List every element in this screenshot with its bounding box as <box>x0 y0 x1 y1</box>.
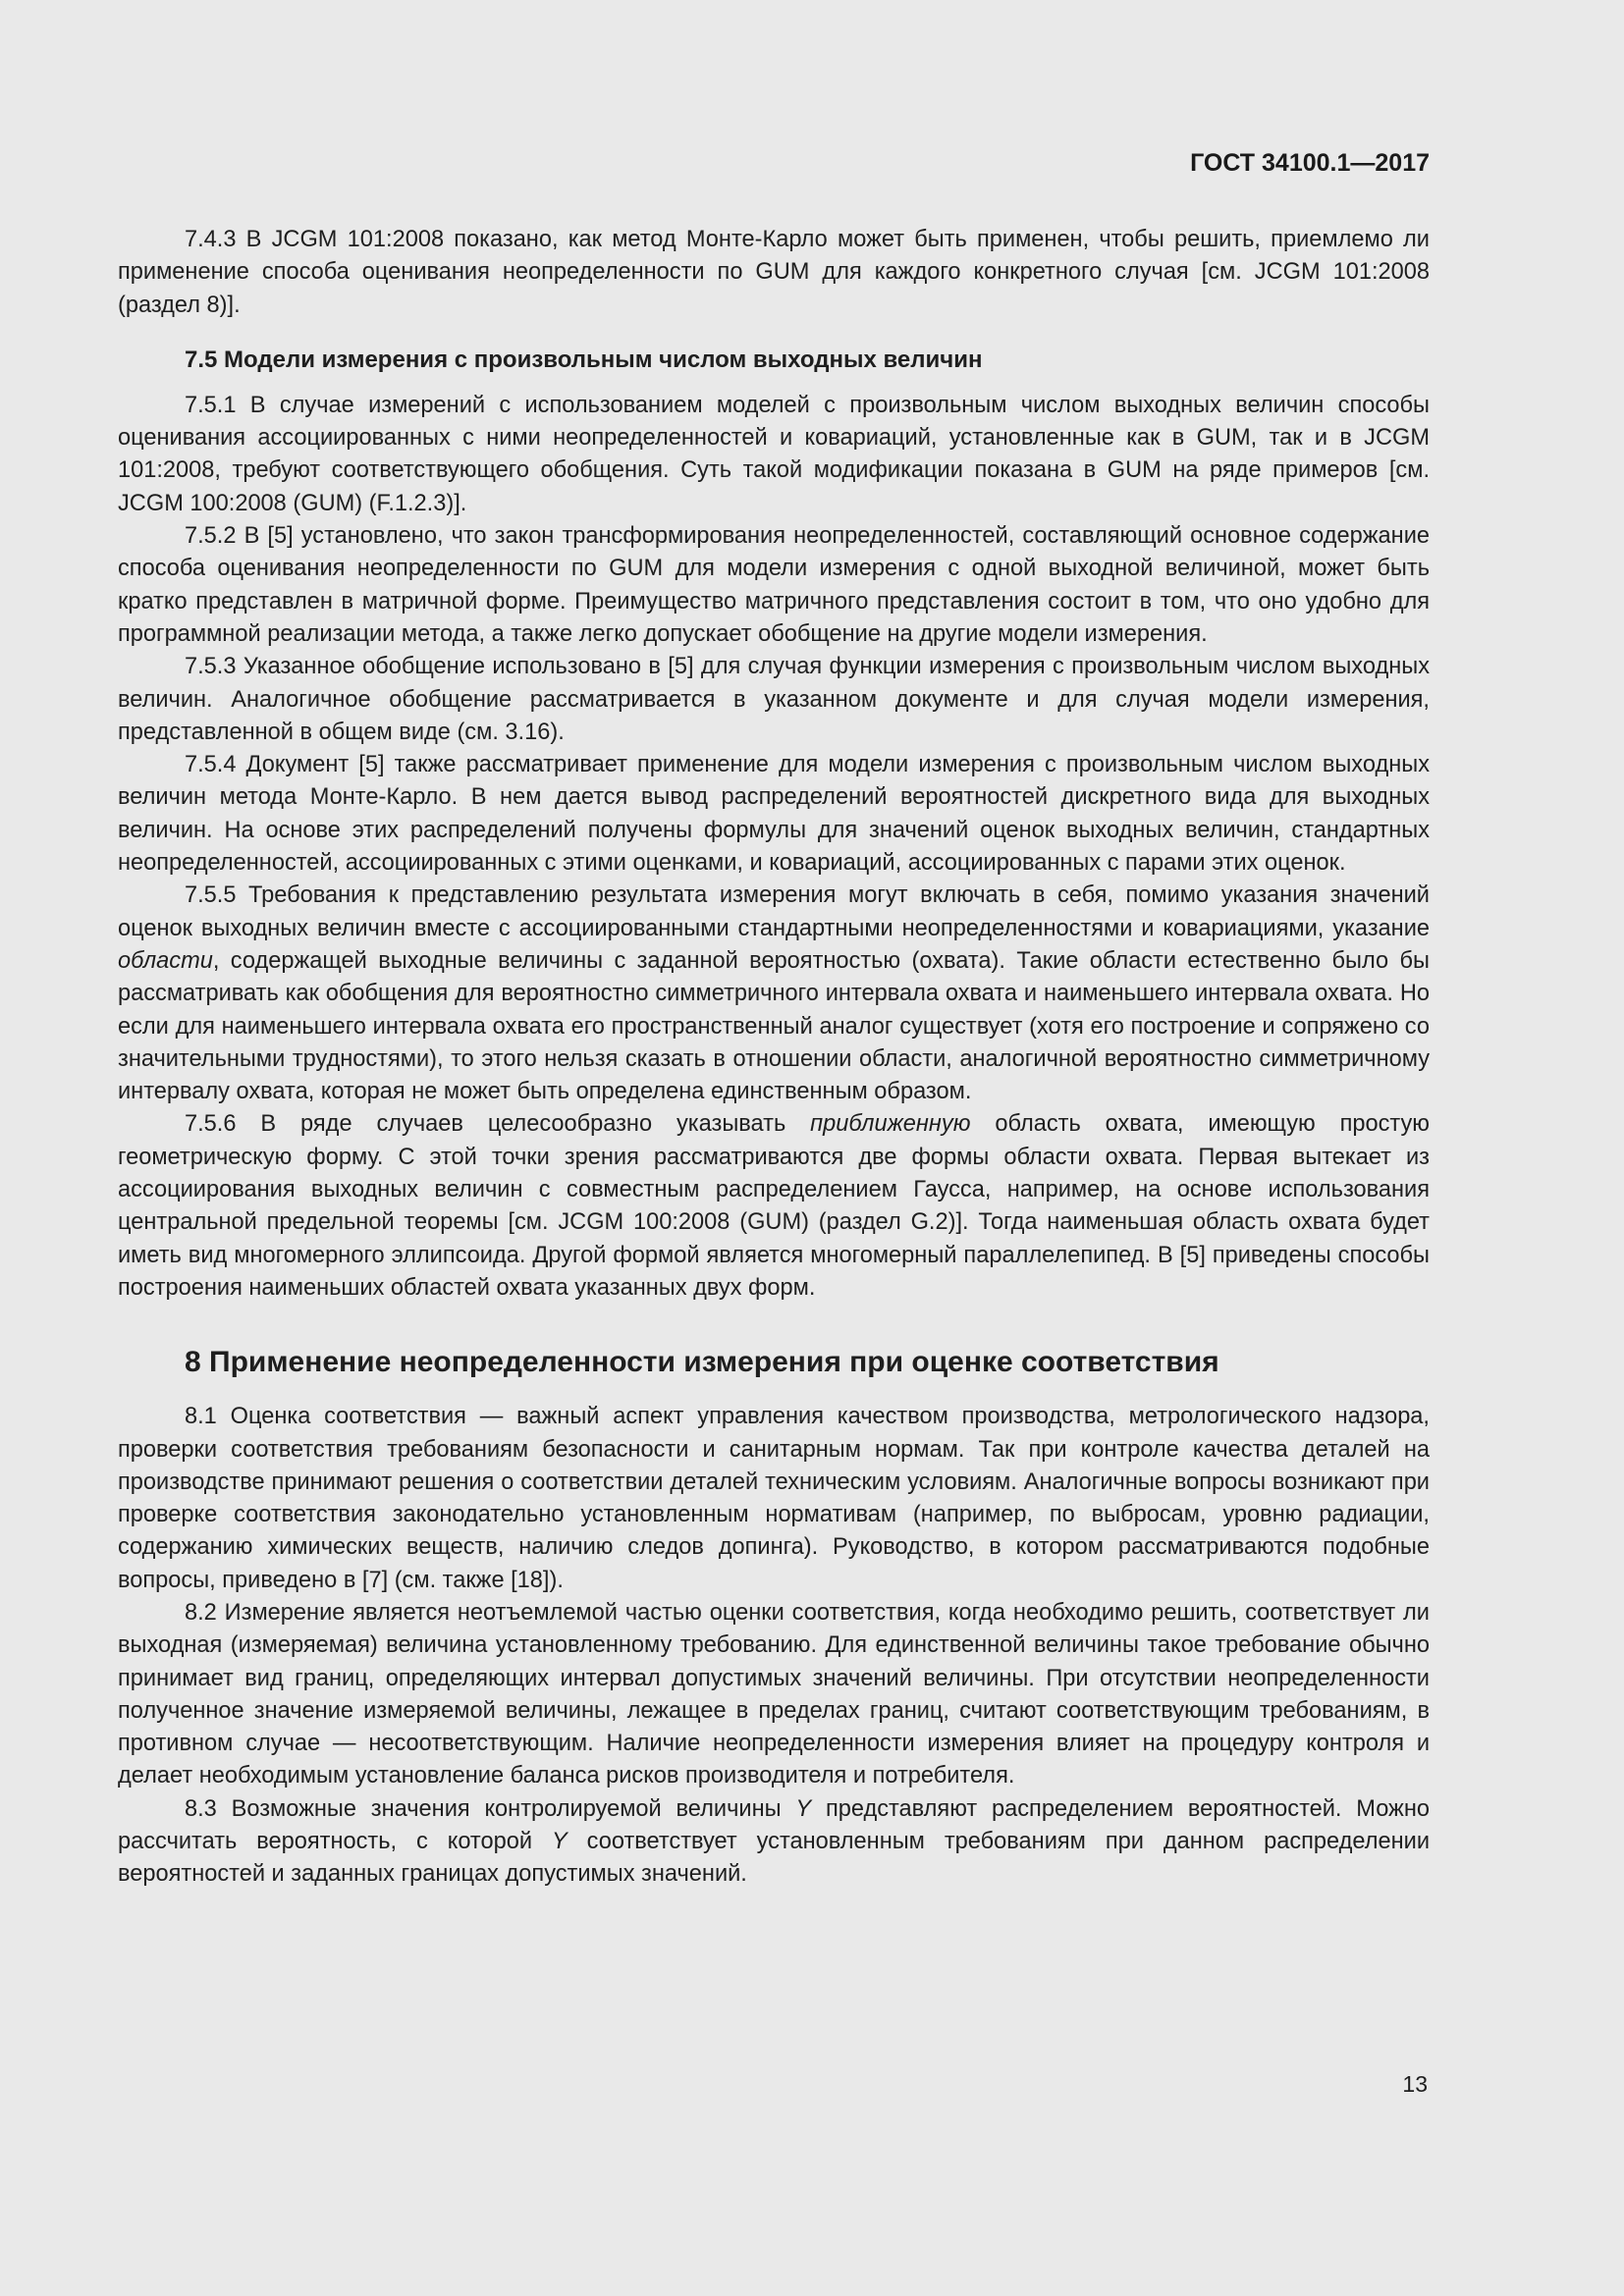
paragraph-7-5-5 <box>118 880 1430 1108</box>
paragraph-7-5-2: 7.5.2 В [5] установлено, что закон трансформирования неопределенностей, составляющий основное содержание способа оценивания неопределенности по GUM для модели измерения с одной выходной величиной, может быть кратко представлен в матричной форме. Преимущество матричного представления состоит в том, что оно удобно для программной реализации метода, а также легко допускает обобщение на другие модели измерения. <box>118 523 1430 647</box>
italic-term: области <box>118 947 213 974</box>
standard-header: ГОСТ 34100.1—2017 <box>1190 149 1430 177</box>
text-run: соответствует установленным требованиям при данном распределении вероятностей и заданных границах допустимых значений. <box>118 1829 1430 1888</box>
text-run: представляют распределением вероятностей. Можно рассчитать вероятность, с которой <box>118 1795 1430 1855</box>
paragraph-8-1: 8.1 Оценка соответствия — важный аспект управления качеством производства, метрологического надзора, проверки соответствия требованиям безопасности и санитарным нормам. Так при контроле качества деталей на производстве принимают решения о соответствии деталей техническим условиям. Аналогичные вопросы возникают при проверке соответствия законодательно установленным нормативам (например, по выбросам, уровню радиации, содержанию химических веществ, наличию следов допинга). Руководство, в котором рассматриваются подобные вопросы, приведено в [7] (см. также [18]). <box>118 1404 1430 1593</box>
paragraph-7-4-3: 7.4.3 В JCGM 101:2008 показано, как метод Монте-Карло может быть применен, чтобы решить, приемлемо ли применение способа оценивания неопределенности по GUM для каждого конкретного случая [см. JCGM 101:2008 (раздел 8)]. <box>118 227 1430 318</box>
paragraph-7-5-4: 7.5.4 Документ [5] также рассматривает применение для модели измерения с произвольным числом выходных величин метода Монте-Карло. В нем дается вывод распределений вероятностей дискретного вида для выходных величин. На основе этих распределений получены формулы для значений оценок выходных величин, стандартных неопределенностей, ассоциированных с этими оценками, и ковариаций, ассоциированных с парами этих оценок. <box>118 752 1430 877</box>
text-run: 7.5.6 В ряде случаев целесообразно указывать <box>185 1111 811 1138</box>
italic-symbol: Y <box>795 1795 812 1822</box>
document-body <box>118 224 1430 1892</box>
heading-8: 8 Применение неопределенности измерения при оценке соответствия <box>185 1346 1219 1379</box>
paragraph-8-2: 8.2 Измерение является неотъемлемой частью оценки соответствия, когда необходимо решить, соответствует ли выходная (измеряемая) величина установленному требованию. Для единственной величины такое требование обычно принимает вид границ, определяющих интервал допустимых значений величины. При отсутствии неопределенности полученное значение измеряемой величины, лежащее в пределах границ, считают соответствующим требованиям, в противном случае — несоответствующим. Наличие неопределенности измерения влияет на процедуру контроля и делает необходимым установление баланса рисков производителя и потребителя. <box>118 1599 1430 1789</box>
italic-term: приближенную <box>810 1111 971 1138</box>
paragraph-7-5-6 <box>118 1108 1430 1305</box>
paragraph-8-3 <box>118 1793 1430 1892</box>
text-run: , содержащей выходные величины с заданной вероятностью (охвата). Такие области естественно было бы рассматривать как обобщения для вероятностно симметричного интервала охвата и наименьшего интервала охвата. Но если для наименьшего интервала охвата его пространственный аналог существует (хотя его построение и сопряжено со значительными трудностями), то этого нельзя сказать в отношении области, аналогичной вероятностно симметричному интервалу охвата, которая не может быть определена единственным образом. <box>118 947 1430 1105</box>
page-number: 13 <box>1402 2071 1428 2097</box>
text-run: 7.5.5 Требования к представлению результата измерения могут включать в себя, помимо указания значений оценок выходных величин вместе с ассоциированными стандартными неопределенностями и ковариациями, указание <box>118 882 1430 941</box>
italic-symbol: Y <box>551 1829 568 1855</box>
paragraph-7-5-1: 7.5.1 В случае измерений с использованием моделей с произвольным числом выходных величин способы оценивания ассоциированных с ними неопределенностей и ковариаций, установленные как в GUM, так и в JCGM 101:2008, требуют соответствующего обобщения. Суть такой модификации показана в GUM на ряде примеров [см. JCGM 100:2008 (GUM) (F.1.2.3)]. <box>118 392 1430 516</box>
paragraph-7-5-3: 7.5.3 Указанное обобщение использовано в [5] для случая функции измерения с произвольным числом выходных величин. Аналогичное обобщение рассматривается в указанном документе и для случая модели измерения, представленной в общем виде (см. 3.16). <box>118 654 1430 745</box>
text-run: область охвата, имеющую простую геометрическую форму. С этой точки зрения рассматриваются две формы области охвата. Первая вытекает из ассоциирования выходных величин с совместным распределением Гаусса, например, на основе использования центральной предельной теоремы [см. JCGM 100:2008 (GUM) (раздел G.2)]. Тогда наименьшая область охвата будет иметь вид многомерного эллипсоида. Другой формой является многомерный параллелепипед. В [5] приведены способы построения наименьших областей охвата указанных двух форм. <box>118 1111 1430 1301</box>
heading-7-5: 7.5 Модели измерения с произвольным числом выходных величин <box>185 346 983 373</box>
text-run: 8.3 Возможные значения контролируемой величины <box>185 1795 796 1822</box>
